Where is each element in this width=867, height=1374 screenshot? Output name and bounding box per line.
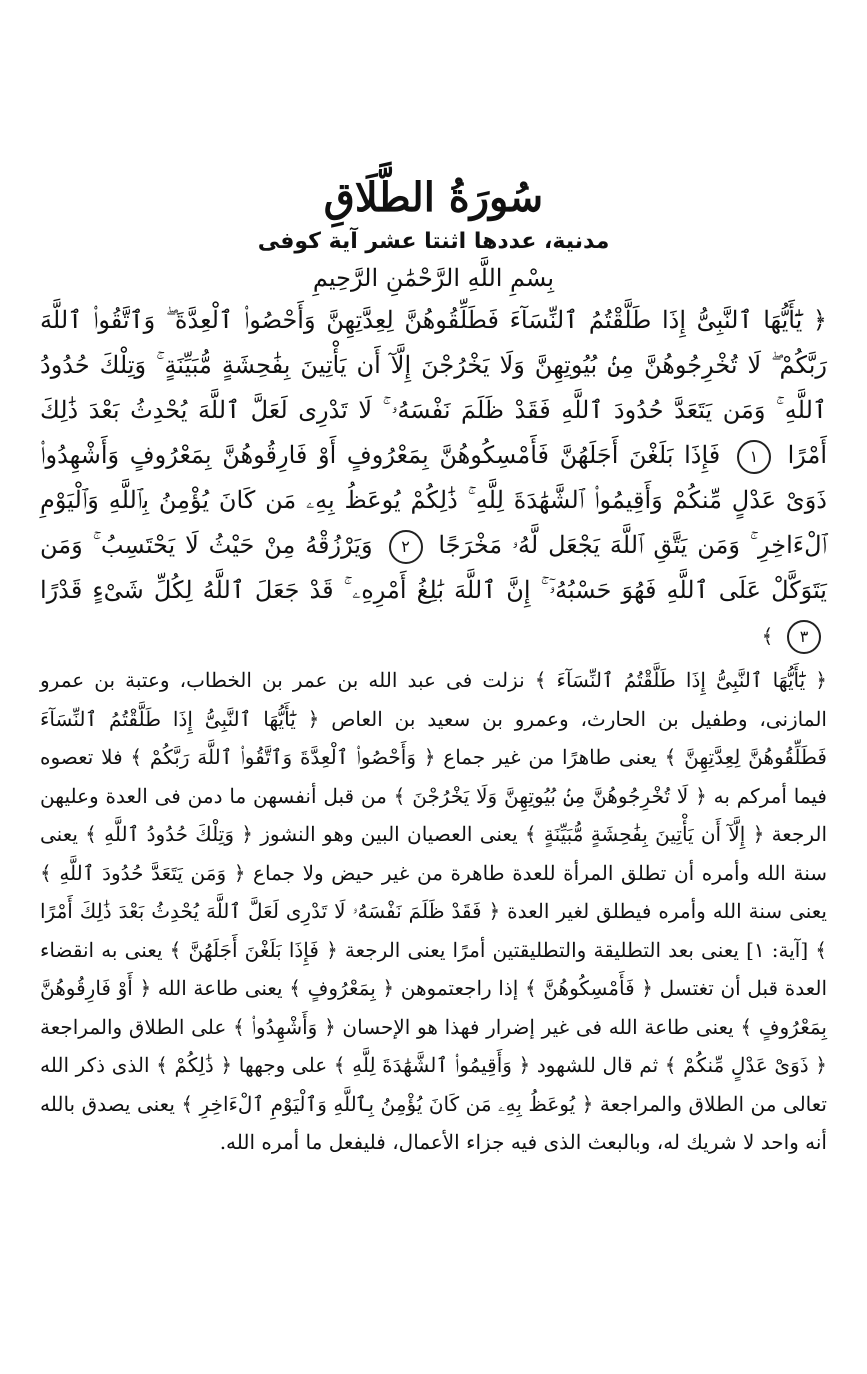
verse-number-marker: ٣ xyxy=(787,620,821,654)
page-body xyxy=(40,170,827,1314)
basmala: بِسْمِ اللَّهِ الرَّحْمَٰنِ الرَّحِيمِ xyxy=(312,264,555,292)
surah-title xyxy=(40,170,827,226)
verse-text: ﴿ يَٰٓأَيُّهَا ٱلنَّبِىُّ إِذَا طَلَّقْتُمُ ٱلنِّسَآءَ فَطَلِّقُوهُنَّ لِعِدَّتِهِنَّ وَأَحْصُوا۟ ٱلْعِدَّةَ ۖ وَٱتَّقُوا۟ ٱللَّهَ رَبَّكُمْ ۖ لَا تُخْرِجُوهُنَّ مِنۢ بُيُوتِهِنَّ وَلَا يَخْرُجْنَ إِلَّآ أَن يَأْتِينَ بِفَٰحِشَةٍ مُّبَيِّنَةٍ ۚ وَتِلْكَ حُدُودُ ٱللَّهِ ۚ وَمَن يَتَعَدَّ حُدُودَ ٱللَّهِ فَقَدْ ظَلَمَ نَفْسَهُۥ ۚ لَا تَدْرِى لَعَلَّ ٱللَّهَ يُحْدِثُ بَعْدَ ذَٰلِكَ أَمْرًا xyxy=(40,306,827,469)
closing-bracket: ﴾ xyxy=(761,624,774,648)
surah-subtitle: مدنية، عددها اثنتا عشر آية كوفى xyxy=(257,229,610,254)
verse-number-marker: ١ xyxy=(737,440,771,474)
surah-title-text: سُورَةُ الطَّلَاقِ xyxy=(323,174,544,221)
verse-text: فَإِذَا بَلَغْنَ أَجَلَهُنَّ فَأَمْسِكُوهُنَّ بِمَعْرُوفٍ أَوْ فَارِقُوهُنَّ بِمَعْرُوفٍ وَأَشْهِدُوا۟ ذَوَىْ عَدْلٍ مِّنكُمْ وَأَقِيمُوا۟ ٱلشَّهَٰدَةَ لِلَّهِ ۚ ذَٰلِكُمْ يُوعَظُ بِهِۦ مَن كَانَ يُؤْمِنُ بِٱللَّهِ وَٱلْيَوْمِ ٱلْءَاخِرِ ۚ وَمَن يَتَّقِ ٱللَّهَ يَجْعَل لَّهُۥ مَخْرَجًا xyxy=(40,441,828,559)
tafsir-commentary xyxy=(40,661,827,1162)
verse-number-marker: ٢ xyxy=(389,530,423,564)
tafsir-paragraph: ﴿ يَٰٓأَيُّهَا ٱلنَّبِىُّ إِذَا طَلَّقْتُمُ ٱلنِّسَآءَ ﴾ نزلت فى عبد الله بن عمر بن الخطاب، وعتبة بن عمرو المازنى، وطفيل بن الحارث، وعمرو بن سعيد بن العاص ﴿ يَٰٓأَيُّهَا ٱلنَّبِىُّ إِذَا طَلَّقْتُمُ ٱلنِّسَآءَ فَطَلِّقُوهُنَّ لِعِدَّتِهِنَّ ﴾ يعنى طاهرًا من غير جماع ﴿ وَأَحْصُوا۟ ٱلْعِدَّةَ وَٱتَّقُوا۟ ٱللَّهَ رَبَّكُمْ ﴾ فلا تعصوه فيما أمركم به ﴿ لَا تُخْرِجُوهُنَّ مِنۢ بُيُوتِهِنَّ وَلَا يَخْرُجْنَ ﴾ من قبل أنفسهن ما دمن فى العدة وعليهن الرجعة ﴿ إِلَّآ أَن يَأْتِينَ بِفَٰحِشَةٍ مُّبَيِّنَةٍ ﴾ يعنى العصيان البين وهو النشوز ﴿ وَتِلْكَ حُدُودُ ٱللَّهِ ﴾ يعنى سنة الله وأمره أن تطلق المرأة للعدة طاهرة من غير حيض ولا جماع ﴿ وَمَن يَتَعَدَّ حُدُودَ ٱللَّهِ ﴾ يعنى سنة الله وأمره فيطلق لغير العدة ﴿ فَقَدْ ظَلَمَ نَفْسَهُۥ لَا تَدْرِى لَعَلَّ ٱللَّهَ يُحْدِثُ بَعْدَ ذَٰلِكَ أَمْرًا ﴾ [آية: ١] يعنى بعد التطليقة والتطليقتين أمرًا يعنى الرجعة ﴿ فَإِذَا بَلَغْنَ أَجَلَهُنَّ ﴾ يعنى به انقضاء العدة قبل أن تغتسل ﴿ فَأَمْسِكُوهُنَّ ﴾ إذا راجعتموهن ﴿ بِمَعْرُوفٍ ﴾ يعنى طاعة الله ﴿ أَوْ فَارِقُوهُنَّ بِمَعْرُوفٍ ﴾ يعنى طاعة الله فى غير إضرار فهذا هو الإحسان ﴿ وَأَشْهِدُوا۟ ﴾ على الطلاق والمراجعة ﴿ ذَوَىْ عَدْلٍ مِّنكُمْ ﴾ ثم قال للشهود ﴿ وَأَقِيمُوا۟ ٱلشَّهَٰدَةَ لِلَّهِ ﴾ على وجهها ﴿ ذَٰلِكُمْ ﴾ الذى ذكر الله تعالى من الطلاق والمراجعة ﴿ يُوعَظُ بِهِۦ مَن كَانَ يُؤْمِنُ بِٱللَّهِ وَٱلْيَوْمِ ٱلْءَاخِرِ ﴾ يعنى يصدق بالله أنه واحد لا شريك له، وبالبعث الذى فيه جزاء الأعمال، فليفعل ما أمره الله. xyxy=(40,668,828,1154)
verse-text: وَيَرْزُقْهُ مِنْ حَيْثُ لَا يَحْتَسِبُ ۚ وَمَن يَتَوَكَّلْ عَلَى ٱللَّهِ فَهُوَ حَسْبُهُۥٓ ۚ إِنَّ ٱللَّهَ بَٰلِغُ أَمْرِهِۦ ۚ قَدْ جَعَلَ ٱللَّهُ لِكُلِّ شَىْءٍ قَدْرًا xyxy=(40,531,827,604)
quran-text xyxy=(40,298,827,659)
